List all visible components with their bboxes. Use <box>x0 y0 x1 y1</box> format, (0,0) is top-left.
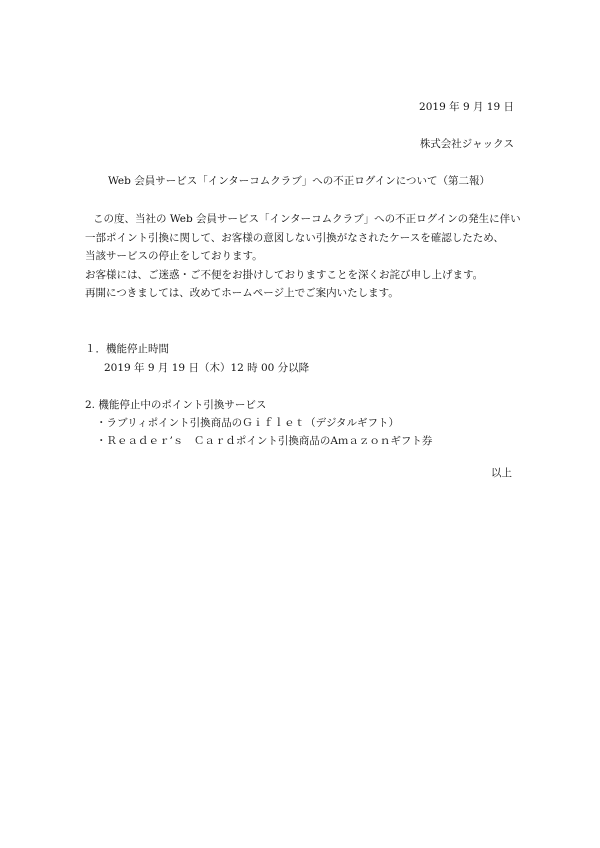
document-date: 2019 年 9 月 19 日 <box>419 101 514 113</box>
paragraph-line: 当該サービスの停止をしております。 <box>85 250 263 262</box>
paragraph-line: 再開につきましては、改めてホームページ上でご案内いたします。 <box>85 287 399 299</box>
closing-mark: 以上 <box>491 467 512 479</box>
section-item: ・ラブリィポイント引換商品のＧｉｆｌｅｔ（デジタルギフト） <box>96 417 400 429</box>
paragraph-line: この度、当社の Web 会員サービス「インターコムクラブ」への不正ログインの発生に伴い <box>93 213 521 225</box>
section-item: ・Ｒｅａｄｅｒ’ｓ Ｃａｒｄポイント引換商品のAｍａｚｏｎギフト券 <box>96 435 433 447</box>
paragraph-line: 一部ポイント引換に関して、お客様の意図しない引換がなされたケースを確認したため、 <box>85 232 504 244</box>
section-heading-suspension-time: １．機能停止時間 <box>85 343 169 355</box>
document-title: Web 会員サービス「インターコムクラブ」への不正ログインについて（第二報） <box>108 175 491 187</box>
paragraph-line: お客様には、ご迷惑・ご不便をお掛けしておりますことを深くお詫び申し上げます。 <box>85 269 484 281</box>
company-name: 株式会社ジャックス <box>419 138 514 150</box>
section-heading-suspended-services: 2. 機能停止中のポイント引換サービス <box>85 399 267 411</box>
section-item: 2019 年 9 月 19 日（木）12 時 00 分以降 <box>104 362 310 374</box>
